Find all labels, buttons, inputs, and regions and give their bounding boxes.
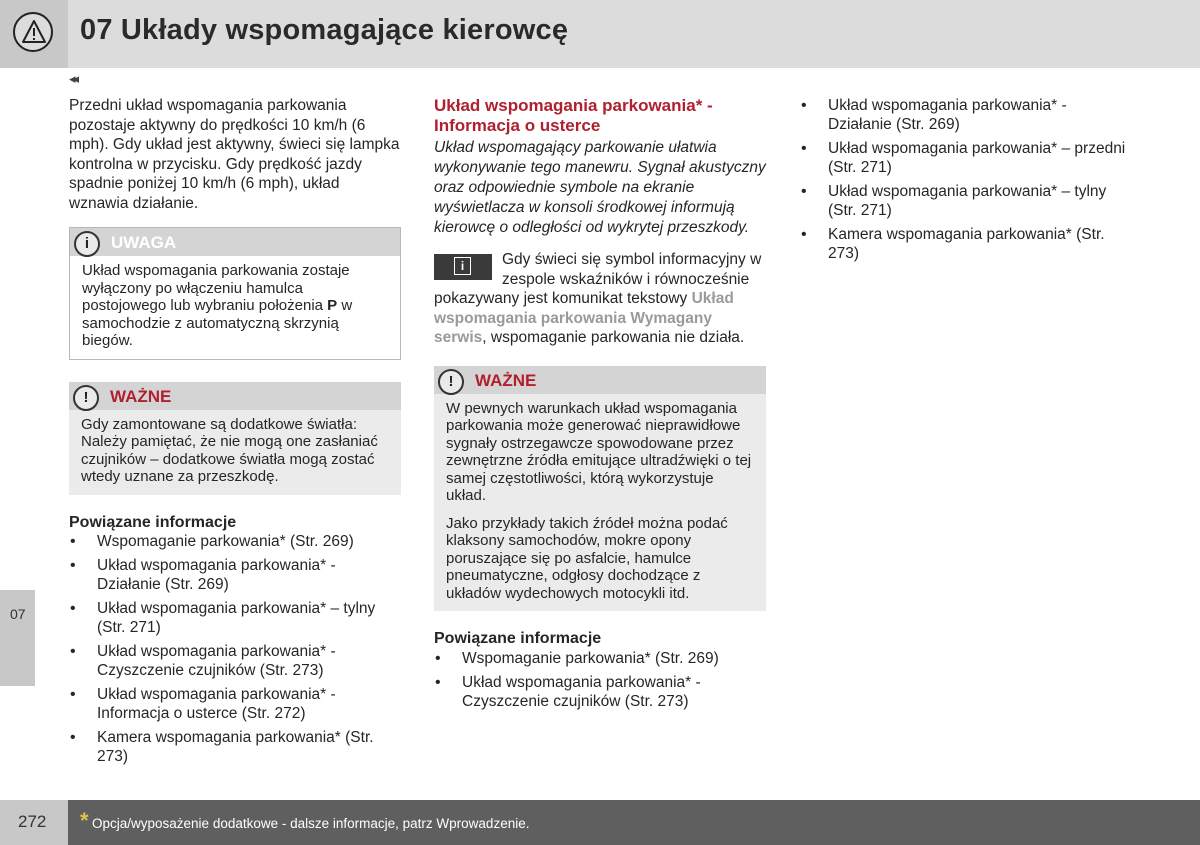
column-1 xyxy=(69,96,401,766)
page-title: 07 Układy wspomagające kierowcę xyxy=(80,14,569,46)
service-message-paragraph xyxy=(434,250,766,348)
related-link[interactable]: • Układ wspomagania parkowania* – przedni (Str. 271) xyxy=(800,139,1132,177)
info-icon: i xyxy=(74,231,100,257)
page-number: 272 xyxy=(18,812,47,831)
note-box-header xyxy=(70,228,400,256)
note-text-part: w samochodzie z automatyczną skrzynią biegów. xyxy=(82,297,353,349)
exclamation-icon: ! xyxy=(73,385,99,411)
asterisk-icon: * xyxy=(80,808,89,833)
intro-paragraph: Przedni układ wspomagania parkowania pozostaje aktywny do prędkości 10 km/h (6 mph). Gdy układ jest aktywny, świeci się lampka kontrolna w przycisku. Gdy prędkość jazdy spadnie poniżej 10 km/h (6 mph), układ wznawia działanie. xyxy=(69,97,400,212)
related-link[interactable]: • Wspomaganie parkowania* (Str. 269) xyxy=(69,532,401,551)
related-link[interactable]: • Układ wspomagania parkowania* - Czyszczenie czujników (Str. 273) xyxy=(434,673,766,711)
note-title: UWAGA xyxy=(111,233,177,252)
important-box-header xyxy=(69,382,401,410)
related-link[interactable]: • Kamera wspomagania parkowania* (Str. 273) xyxy=(800,225,1132,263)
related-link[interactable]: • Układ wspomagania parkowania* - Działanie (Str. 269) xyxy=(69,556,401,594)
related-link[interactable]: • Układ wspomagania parkowania* – tylny (Str. 271) xyxy=(69,599,401,637)
header-icon-box xyxy=(0,0,68,68)
important-title: WAŻNE xyxy=(110,386,172,406)
important-text: Gdy zamontowane są dodatkowe światła: Należy pamiętać, że nie mogą one zasłaniać czujników – dodatkowe światła mogą zostać wtedy uznane za przeszkodę. xyxy=(69,410,401,495)
section-intro: Układ wspomagający parkowanie ułatwia wykonywanie tego manewru. Sygnał akustyczny oraz odpowiednie symbole na ekranie wyświetlacza w konsoli środkowej informują kierowcę o odległości od wykrytej przeszkody. xyxy=(434,139,766,236)
important-paragraph: Jako przykłady takich źródeł można podać klaksony samochodów, mokre opony poruszające się po asfalcie, hamulce pneumatyczne, odgłosy dochodzące z układów wydechowych motocykli itd. xyxy=(446,514,728,602)
footer-bar xyxy=(68,800,1200,845)
related-link[interactable]: • Układ wspomagania parkowania* - Działanie (Str. 269) xyxy=(800,96,1132,134)
footer-note: Opcja/wyposażenie dodatkowe - dalsze informacje, patrz Wprowadzenie. xyxy=(92,816,530,831)
service-text: Gdy świeci się symbol informacyjny w zespole wskaźników i równocześnie pokazywany jest komunikat tekstowy xyxy=(434,251,762,307)
back-arrows-icon[interactable]: ◂◂ xyxy=(69,71,77,86)
related-list xyxy=(69,532,401,766)
service-message: Układ wspomagania parkowania Wymagany serwis xyxy=(434,290,734,346)
related-link[interactable]: • Układ wspomagania parkowania* - Informacja o usterce (Str. 272) xyxy=(69,685,401,723)
chapter-tab[interactable] xyxy=(0,590,35,686)
important-box xyxy=(69,382,401,495)
important-paragraph: W pewnych warunkach układ wspomagania parkowania może generować nieprawidłowe sygnały ostrzegawcze spowodowane przez zewnętrzne źródła emitujące ultradźwięki o tej samej częstotliwości, którą wykorzystuje układ. xyxy=(446,399,752,504)
important-box-header xyxy=(434,366,766,394)
important-title: WAŻNE xyxy=(475,370,537,390)
related-link[interactable]: • Wspomaganie parkowania* (Str. 269) xyxy=(434,649,766,668)
note-text-bold: P xyxy=(327,297,338,314)
exclamation-icon: ! xyxy=(438,369,464,395)
column-2 xyxy=(434,96,766,711)
warning-triangle-icon xyxy=(13,12,53,52)
service-text: , wspomaganie parkowania nie działa. xyxy=(482,329,745,346)
related-link[interactable]: • Kamera wspomagania parkowania* (Str. 273) xyxy=(69,728,401,766)
important-text xyxy=(434,394,766,612)
related-heading: Powiązane informacje xyxy=(69,513,237,531)
column-3 xyxy=(800,96,1132,263)
related-heading: Powiązane informacje xyxy=(434,630,602,647)
chapter-tab-label: 07 xyxy=(10,606,26,622)
note-text-part: Układ wspomagania parkowania zostaje wyłączony po włączeniu hamulca postojowego lub wybraniu położenia xyxy=(82,262,350,314)
note-box xyxy=(69,227,401,360)
related-link[interactable]: • Układ wspomagania parkowania* - Czyszczenie czujników (Str. 273) xyxy=(69,642,401,680)
related-link[interactable]: • Układ wspomagania parkowania* – tylny (Str. 271) xyxy=(800,182,1132,220)
section-title: Układ wspomagania parkowania* - Informacja o usterce xyxy=(434,96,713,135)
note-text xyxy=(70,256,400,359)
service-info-icon xyxy=(434,254,492,280)
chapter-header xyxy=(0,0,1200,68)
important-box xyxy=(434,366,766,612)
page-number-box xyxy=(0,800,68,845)
service-info-glyph: i xyxy=(454,257,471,275)
related-list xyxy=(434,649,766,711)
related-list xyxy=(800,96,1132,263)
